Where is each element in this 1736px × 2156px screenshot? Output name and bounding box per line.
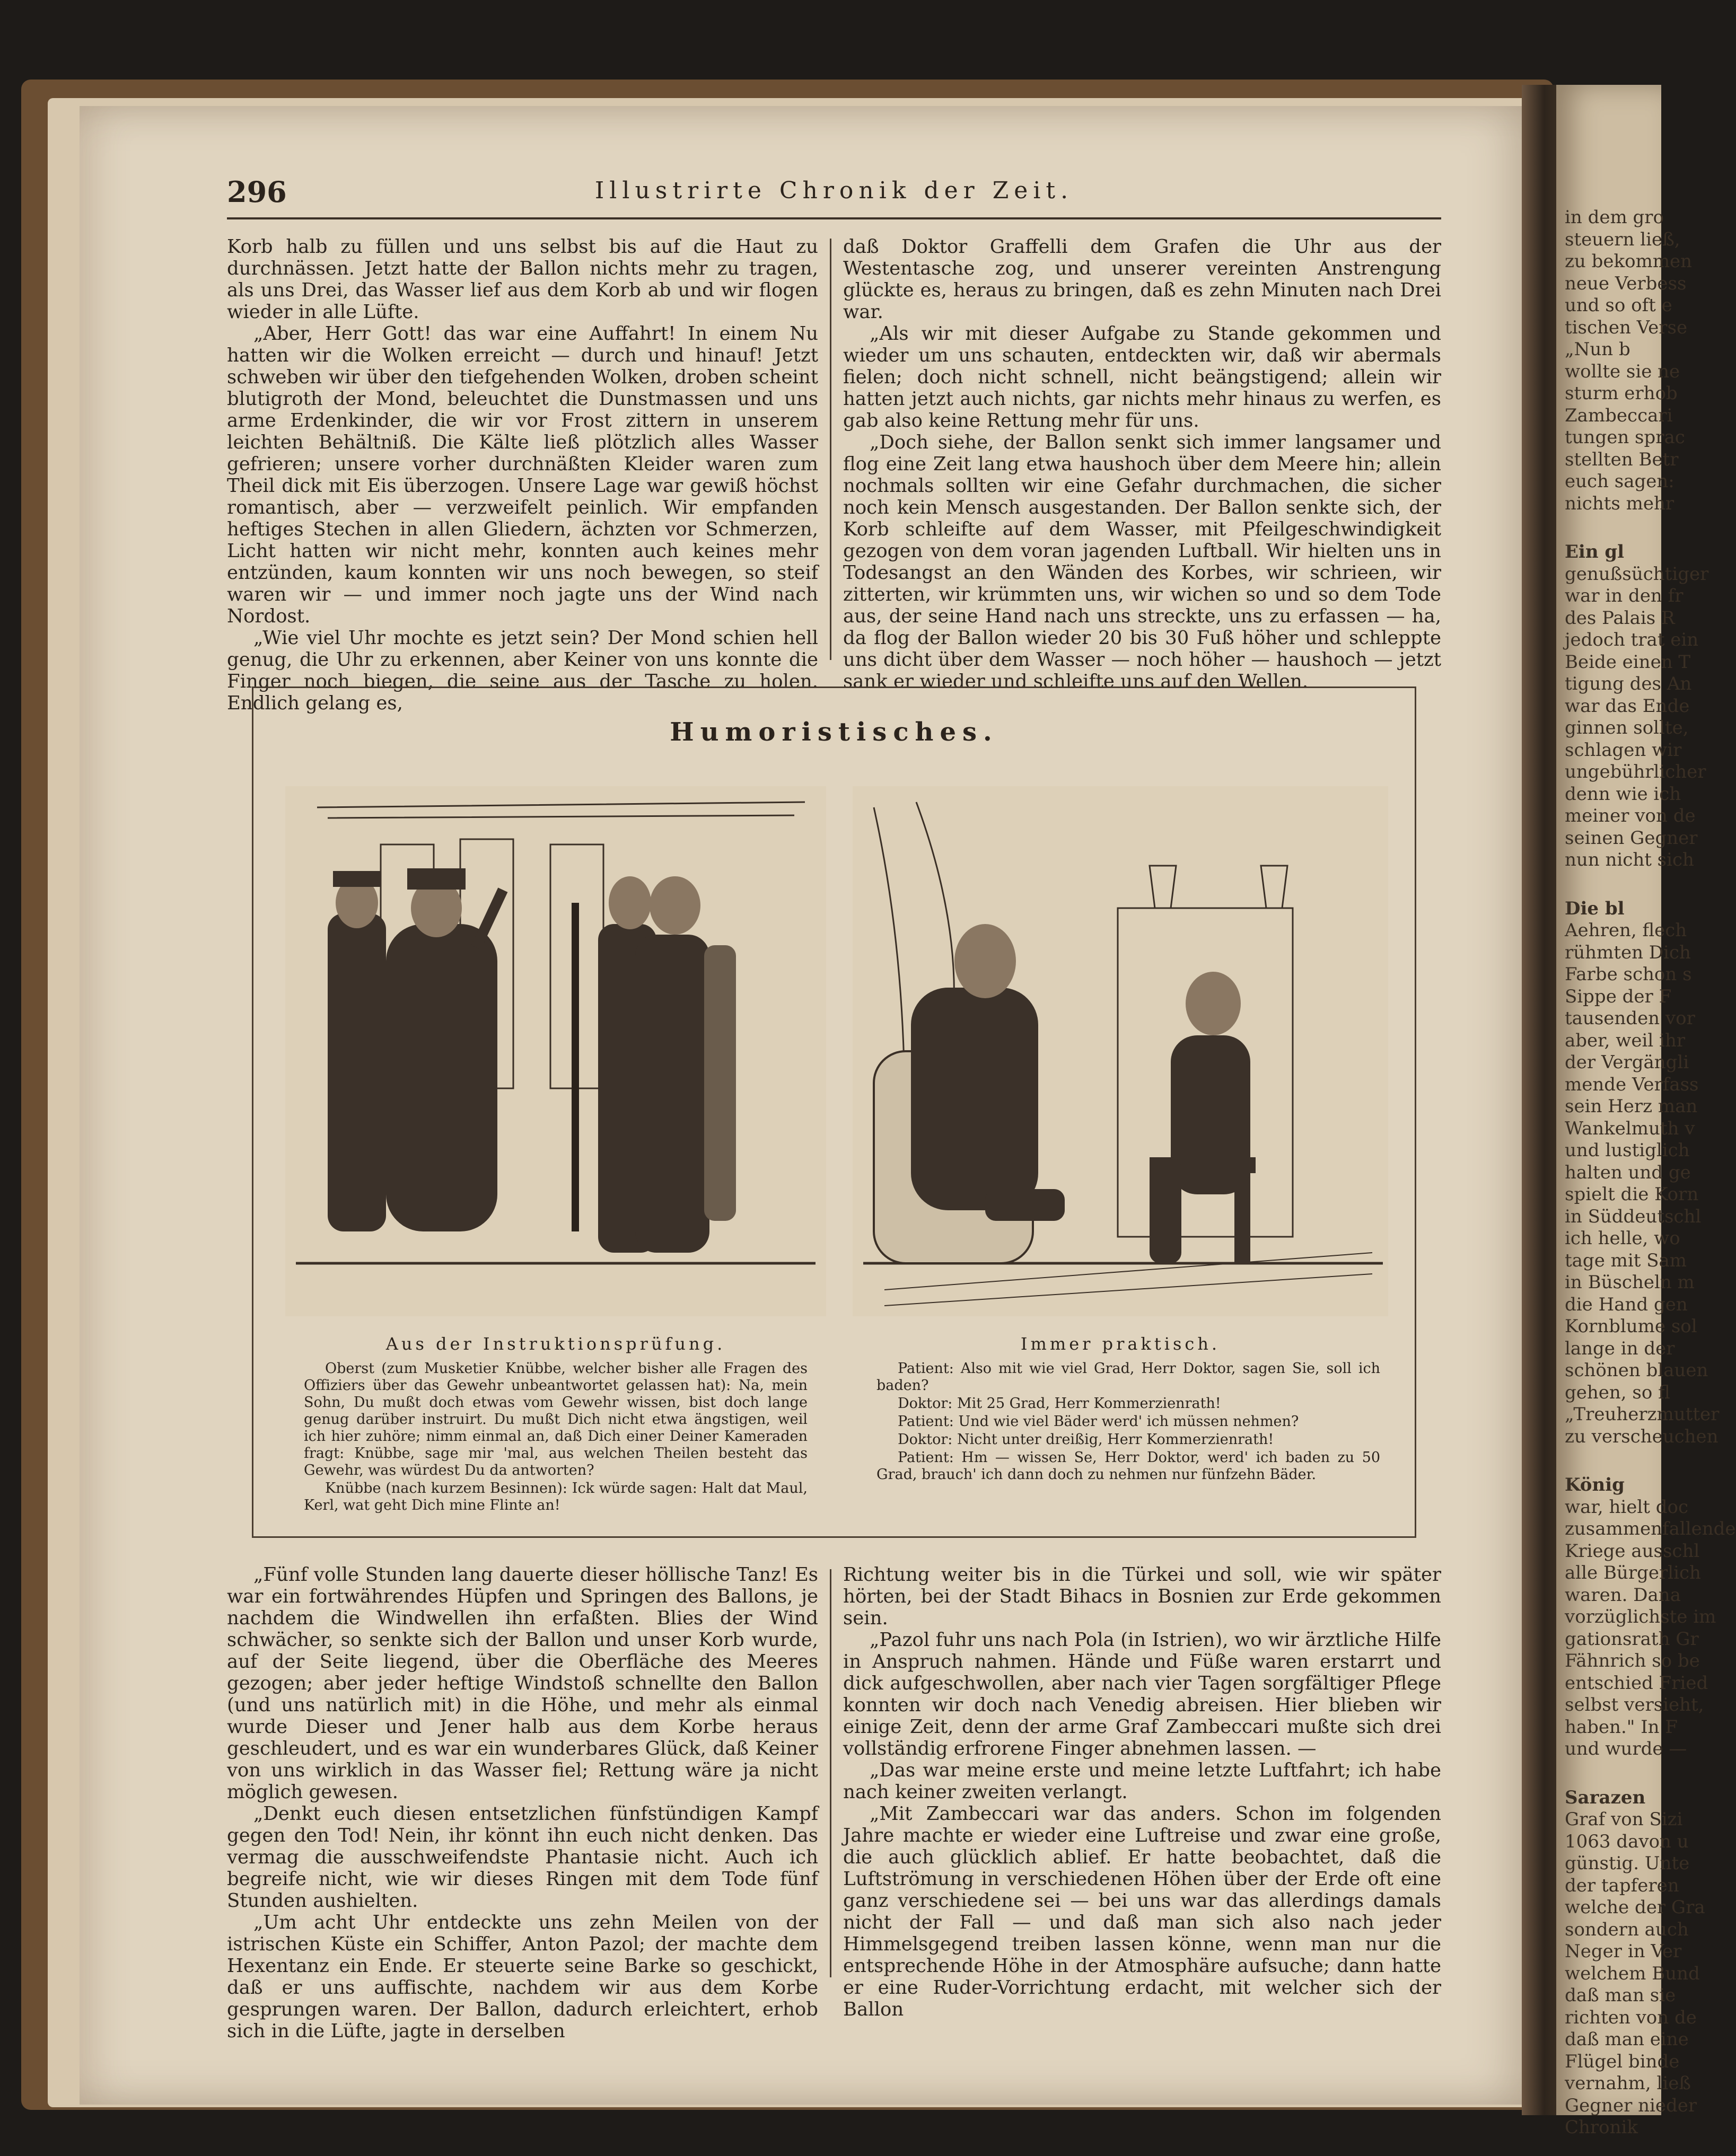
page-number: 296 bbox=[227, 175, 287, 209]
next-page-fragment-line: „Treuherzmutter bbox=[1565, 1404, 1720, 1425]
caption-line: Knübbe (nach kurzem Besinnen): Ick würde sagen: Halt dat Maul, Kerl, wat geht Dich mine Flinte an! bbox=[304, 1480, 808, 1513]
next-page-fragment-line: sondern auch bbox=[1565, 1919, 1689, 1940]
paragraph: Korb halb zu füllen und uns selbst bis auf die Haut zu durchnässen. Jetzt hatte der Ballon nichts mehr zu tragen, als uns Drei, das Wasser lief aus dem Korb ab und wir flogen wieder in alle Lüfte. bbox=[227, 236, 818, 323]
next-page-fragment-line: Kriege ausschl bbox=[1565, 1540, 1700, 1562]
next-page-fragment-line: war, hielt doc bbox=[1565, 1496, 1689, 1518]
next-page-fragment-line: nichts mehr bbox=[1565, 492, 1674, 514]
next-page-fragment-line: „Nun b bbox=[1565, 339, 1630, 360]
next-page-fragment-line: alle Bürgerlich bbox=[1565, 1562, 1701, 1583]
next-page-fragment-line: waren. Dana bbox=[1565, 1584, 1681, 1606]
cartoon-illustration-doctor bbox=[853, 786, 1388, 1316]
next-page-fragment-line: Zambeccari bbox=[1565, 404, 1673, 426]
right-caption-text bbox=[876, 1360, 1380, 1484]
next-page-fragment-line: 1063 davon u bbox=[1565, 1831, 1689, 1852]
paragraph: „Doch siehe, der Ballon senkt sich immer langsamer und flog eine Zeit lang etwa haushoch über dem Meere hin; allein nochmals sollten wir eine Gefahr durchmachen, die sicher noch kein Mensch ausgestanden. Der Ballon senkte sich, der Korb schleifte auf dem Wasser, mit Pfeilgeschwindigkeit gezogen von dem voran jagenden Luftball. Wir hielten uns in Todesangst an den Wänden des Korbes, wir schrieen, wir zitterten, wir krümmten uns, wir wichen so und so dem Tode aus, der seine Hand nach uns streckte, uns zu erfassen — ha, da flog der Ballon wieder 20 bis 30 Fuß höher und schleppte uns dicht über dem Wasser — noch höher — haushoch — jetzt sank er wieder und schleifte uns auf den Wellen. bbox=[843, 432, 1441, 692]
next-page-fragment-line: Sarazen bbox=[1565, 1787, 1646, 1808]
book-gutter bbox=[1522, 85, 1559, 2115]
next-page-fragment-line: und wurde — bbox=[1565, 1738, 1687, 1759]
next-page-fragment-line: Kornblume sol bbox=[1565, 1316, 1697, 1337]
next-page-fragment-line: jedoch trat ein bbox=[1565, 629, 1699, 650]
humor-cartoon-box bbox=[252, 687, 1416, 1538]
next-page-fragment-line: war in den fr bbox=[1565, 585, 1684, 606]
next-page-fragment-line: günstig. Unte bbox=[1565, 1853, 1690, 1874]
next-page-fragment-line: tischen Verse bbox=[1565, 316, 1688, 338]
next-page-fragment-line: in Süddeutschl bbox=[1565, 1205, 1702, 1227]
next-page-fragment-line: Aehren, flech bbox=[1565, 920, 1687, 941]
right-caption-title: Immer praktisch. bbox=[1020, 1334, 1221, 1354]
next-page-fragment-line: tage mit Sam bbox=[1565, 1249, 1687, 1271]
bottom-right-column bbox=[843, 1564, 1441, 2020]
next-page-fragment-line: der tapferen bbox=[1565, 1875, 1679, 1896]
paragraph: „Mit Zambeccari war das anders. Schon im folgenden Jahre machte er wieder eine Luftreise und zwar eine große, die auch glücklich ablief. Er hatte beobachtet, daß die Luftströmung in verschiedenen Höhen über der Erde oft eine ganz verschiedene sei — bei uns war das allerdings damals nicht der Fall — und daß man sich also nach jeder Himmelsgegend treiben lassen könne, wenn man nur die entsprechende Höhe in der Atmosphäre aufsuche; dann hatte er eine Ruder-Vorrichtung erdacht, mit welcher sich der Ballon bbox=[843, 1803, 1441, 2020]
next-page-fragment-line: tigung des An bbox=[1565, 673, 1692, 694]
caption-line: Oberst (zum Musketier Knübbe, welcher bisher alle Fragen des Offiziers über das Gewehr unbeantwortet gelassen hat): Na, mein Sohn, Du mußt doch etwas vom Gewehr wissen, bist doch lange genug darüber instruirt. Du mußt Dich nicht etwa ängstigen, weil ich hier zuhöre; nimm einmal an, daß Dich einer Deiner Kameraden fragt: Knübbe, sage mir 'mal, aus welchen Theilen besteht das Gewehr, was würdest Du da antworten? bbox=[304, 1360, 808, 1479]
next-page-fragment-line: richten von de bbox=[1565, 2007, 1697, 2028]
running-title: Illustrirte Chronik der Zeit. bbox=[594, 177, 1074, 204]
next-page-fragment-line: Beide einen T bbox=[1565, 651, 1691, 673]
next-page-fragment-line: war das Ende bbox=[1565, 695, 1690, 717]
cartoon-illustration-officers bbox=[285, 786, 826, 1316]
paragraph: „Das war meine erste und meine letzte Luftfahrt; ich habe nach keiner zweiten verlangt. bbox=[843, 1759, 1441, 1803]
paragraph: „Aber, Herr Gott! das war eine Auffahrt! In einem Nu hatten wir die Wolken erreicht — durch und hinauf! Jetzt schweben wir über den tiefgehenden Wolken, droben scheint blutigroth der Mond, beleuchtet die Dunstmassen und uns arme Erdenkinder, die wir vor Frost zittern in unserem leichten Behältniß. Die Kälte ließ plötzlich alles Wasser gefrieren; unsere vorher durchnäßten Kleider waren zum Theil dick mit Eis überzogen. Unsere Lage war gewiß höchst romantisch, aber — verzweifelt peinlich. Wir empfanden heftiges Stechen in allen Gliedern, ächzten vor Schmerzen, Licht hatten wir nicht mehr, konnten auch keines mehr entzünden, kaum konnten wir uns noch bewegen, so steif waren wir — und immer noch jagte uns der Wind nach Nordost. bbox=[227, 323, 818, 627]
next-page-fragment-line: schönen blauen bbox=[1565, 1360, 1708, 1381]
next-page-fragment-line: mende Verfass bbox=[1565, 1073, 1699, 1095]
next-page-fragment-line: in dem gro bbox=[1565, 207, 1664, 228]
next-page-fragment-line: haben." In F bbox=[1565, 1716, 1678, 1738]
section-title: Humoristisches. bbox=[670, 717, 998, 747]
next-page-fragment-line: Flügel binde bbox=[1565, 2051, 1680, 2072]
paragraph: „Um acht Uhr entdeckte uns zehn Meilen von der istrischen Küste ein Schiffer, Anton Pazol; der machte dem Hexentanz ein Ende. Er steuerte seine Barke so geschickt, daß er uns auffischte, nachdem wir aus dem Korbe gesprungen waren. Der Ballon, dadurch erleichtert, erhob sich in die Lüfte, jagte in derselben bbox=[227, 1912, 818, 2042]
right-page-fragment bbox=[1556, 85, 1736, 2138]
next-page-fragment-line: stellten Betr bbox=[1565, 448, 1679, 470]
next-page-fragment-line: Sippe der F bbox=[1565, 985, 1672, 1007]
column-rule bbox=[830, 239, 831, 660]
top-left-column bbox=[227, 236, 818, 714]
next-page-fragment-line: gationsrath Gr bbox=[1565, 1628, 1699, 1650]
next-page-fragment-line: Die bl bbox=[1565, 897, 1625, 919]
top-right-column bbox=[843, 236, 1441, 692]
next-page-fragment-line: und lustiglich bbox=[1565, 1140, 1690, 1161]
next-page-fragment-line: tungen sprac bbox=[1565, 427, 1685, 448]
caption-line: Patient: Und wie viel Bäder werd' ich müssen nehmen? bbox=[898, 1413, 1299, 1430]
next-page-fragment-line: neue Verbess bbox=[1565, 272, 1687, 294]
next-page-fragment-line: Neger in Ver bbox=[1565, 1941, 1682, 1962]
next-page-fragment-line: Fähnrich so be bbox=[1565, 1650, 1700, 1671]
page-header bbox=[227, 175, 1441, 219]
next-page-fragment-line: euch sagen: bbox=[1565, 471, 1674, 492]
next-page-fragment-line: halten und ge bbox=[1565, 1161, 1691, 1183]
next-page-fragment-line: Farbe schon s bbox=[1565, 964, 1692, 985]
left-caption-text bbox=[304, 1360, 808, 1515]
next-page-fragment-line: des Palais R bbox=[1565, 607, 1675, 629]
next-page-fragment-line: sein Herz man bbox=[1565, 1096, 1698, 1117]
caption-line: Patient: Also mit wie viel Grad, Herr Doktor, sagen Sie, soll ich baden? bbox=[876, 1360, 1380, 1394]
next-page-fragment-line: ich helle, wo bbox=[1565, 1228, 1680, 1249]
next-page-fragment-line: tausenden vor bbox=[1565, 1008, 1695, 1029]
next-page-fragment-line: nun nicht sich bbox=[1565, 849, 1694, 870]
next-page-fragment-line: vernahm, ließ bbox=[1565, 2073, 1691, 2094]
next-page-fragment-line: vorzüglichste im bbox=[1565, 1606, 1716, 1627]
paragraph: „Wie viel Uhr mochte es jetzt sein? Der Mond schien hell genug, die Uhr zu erkennen, aber Keiner von uns konnte die Finger noch biegen, die seine aus der Tasche zu holen. Endlich gelang es, bbox=[227, 627, 818, 714]
next-page-fragment-line: lange in der bbox=[1565, 1337, 1675, 1359]
next-page-fragment-line: schlagen wir bbox=[1565, 739, 1682, 761]
next-page-fragment-line: ungebührlicher bbox=[1565, 761, 1706, 782]
column-rule bbox=[830, 1569, 831, 1977]
next-page-fragment-line: aber, weil ihr bbox=[1565, 1029, 1686, 1051]
next-page-fragment-line: genußsüchtiger bbox=[1565, 563, 1709, 585]
caption-line: Doktor: Mit 25 Grad, Herr Kommerzienrath! bbox=[898, 1395, 1221, 1412]
next-page-fragment-line: der Vergängli bbox=[1565, 1052, 1689, 1073]
paragraph: „Fünf volle Stunden lang dauerte dieser höllische Tanz! Es war ein fortwährendes Hüpfen und Springen des Ballons, je nachdem die Windwellen ihn erfaßten. Blies der Wind schwächer, so senkte sich der Ballon und unser Korb wurde, auf der Seite liegend, über die Oberfläche des Meeres gezogen; aber jeder heftige Windstoß schnellte den Ballon (und uns natürlich mit) in die Höhe, und mehr als einmal wurde Dieser und Jener halb aus dem Korbe heraus geschleudert, und es war ein wunderbares Glück, daß Keiner von uns wirklich in das Wasser fiel; Rettung wäre ja nicht möglich gewesen. bbox=[227, 1564, 818, 1803]
paragraph: „Denkt euch diesen entsetzlichen fünfstündigen Kampf gegen den Tod! Nein, ihr könnt ihn euch nicht denken. Das vermag die ausschweifendste Phantasie nicht. Auch ich begreife nicht, wie wir dieses Ringen mit dem Tode fünf Stunden aushielten. bbox=[227, 1803, 818, 1912]
next-page-fragment-line: daß man sie bbox=[1565, 1985, 1676, 2006]
next-page-fragment-line: seinen Gegner bbox=[1565, 827, 1698, 849]
next-page-fragment-line: meiner von de bbox=[1565, 805, 1696, 826]
next-page-fragment-line: Gegner nieder bbox=[1565, 2095, 1697, 2116]
next-page-fragment-line: rühmten Dich bbox=[1565, 941, 1691, 963]
next-page-fragment-line: sturm erhob bbox=[1565, 383, 1678, 404]
next-page-fragment-line: welchem Bund bbox=[1565, 1963, 1700, 1984]
next-page-fragment-line: entschied Fried bbox=[1565, 1672, 1708, 1694]
next-page-fragment-line: Ein gl bbox=[1565, 541, 1625, 562]
paragraph: „Als wir mit dieser Aufgabe zu Stande gekommen und wieder um uns schauten, entdeckten wir, daß wir abermals fielen; doch nicht schnell, nicht beängstigend; allein wir hatten jetzt auch nichts, gar nichts mehr hinaus zu werfen, es gab also keine Rettung mehr für uns. bbox=[843, 323, 1441, 432]
caption-line: Patient: Hm — wissen Se, Herr Doktor, werd' ich baden zu 50 Grad, brauch' ich dann doch zu nehmen nur fünfzehn Bäder. bbox=[876, 1449, 1380, 1483]
next-page-fragment-line: in Büscheln m bbox=[1565, 1272, 1695, 1293]
next-page-fragment-line: welche der Gra bbox=[1565, 1897, 1705, 1918]
caption-line: Doktor: Nicht unter dreißig, Herr Kommerzienrath! bbox=[898, 1431, 1274, 1448]
next-page-fragment-line: Chronik bbox=[1565, 2117, 1638, 2138]
next-page-fragment-line: Graf von Sizi bbox=[1565, 1809, 1683, 1830]
next-page-fragment-line: ginnen sollte, bbox=[1565, 717, 1689, 738]
next-page-fragment-line: die Hand gen bbox=[1565, 1293, 1688, 1315]
paragraph: Richtung weiter bis in die Türkei und soll, wie wir später hörten, bei der Stadt Bihacs in Bosnien zur Erde gekommen sein. bbox=[843, 1564, 1441, 1629]
next-page-fragment-line: und so oft e bbox=[1565, 295, 1672, 316]
next-page-fragment-line: zu bekommen bbox=[1565, 251, 1693, 272]
paragraph: daß Doktor Graffelli dem Grafen die Uhr aus der Westentasche zog, und unserer vereinten Anstrengung glückte es, heraus zu bringen, daß es zehn Minuten nach Drei war. bbox=[843, 236, 1441, 323]
next-page-fragment-line: wollte sie ne bbox=[1565, 360, 1680, 382]
next-page-fragment-line: gehen, so fl bbox=[1565, 1381, 1670, 1403]
next-page-fragment-line: selbst versieht, bbox=[1565, 1694, 1704, 1715]
bottom-left-column bbox=[227, 1564, 818, 2042]
next-page-fragment-line: spielt die Korn bbox=[1565, 1184, 1699, 1205]
next-page-fragment-line: denn wie ich bbox=[1565, 783, 1681, 805]
left-caption-title: Aus der Instruktionsprüfung. bbox=[385, 1334, 726, 1354]
next-page-fragment-line: zusammenfallende bbox=[1565, 1518, 1736, 1539]
next-page-fragment-line: Wankelmuth v bbox=[1565, 1117, 1695, 1139]
next-page-fragment-line: steuern ließ, bbox=[1565, 228, 1680, 250]
next-page-fragment-line: König bbox=[1565, 1474, 1625, 1495]
paragraph: „Pazol fuhr uns nach Pola (in Istrien), wo wir ärztliche Hilfe in Anspruch nahmen. Hände und Füße waren erstarrt und dick aufgeschwollen, aber nach vier Tagen sorgfältiger Pflege konnten wir doch nach Venedig abreisen. Hier blieben wir einige Zeit, denn der arme Graf Zambeccari mußte sich drei vollständig erfrorene Finger abnehmen lassen. — bbox=[843, 1629, 1441, 1759]
next-page-fragment-line: zu verscheuchen bbox=[1565, 1425, 1719, 1447]
next-page-fragment-line: daß man eine bbox=[1565, 2029, 1689, 2050]
